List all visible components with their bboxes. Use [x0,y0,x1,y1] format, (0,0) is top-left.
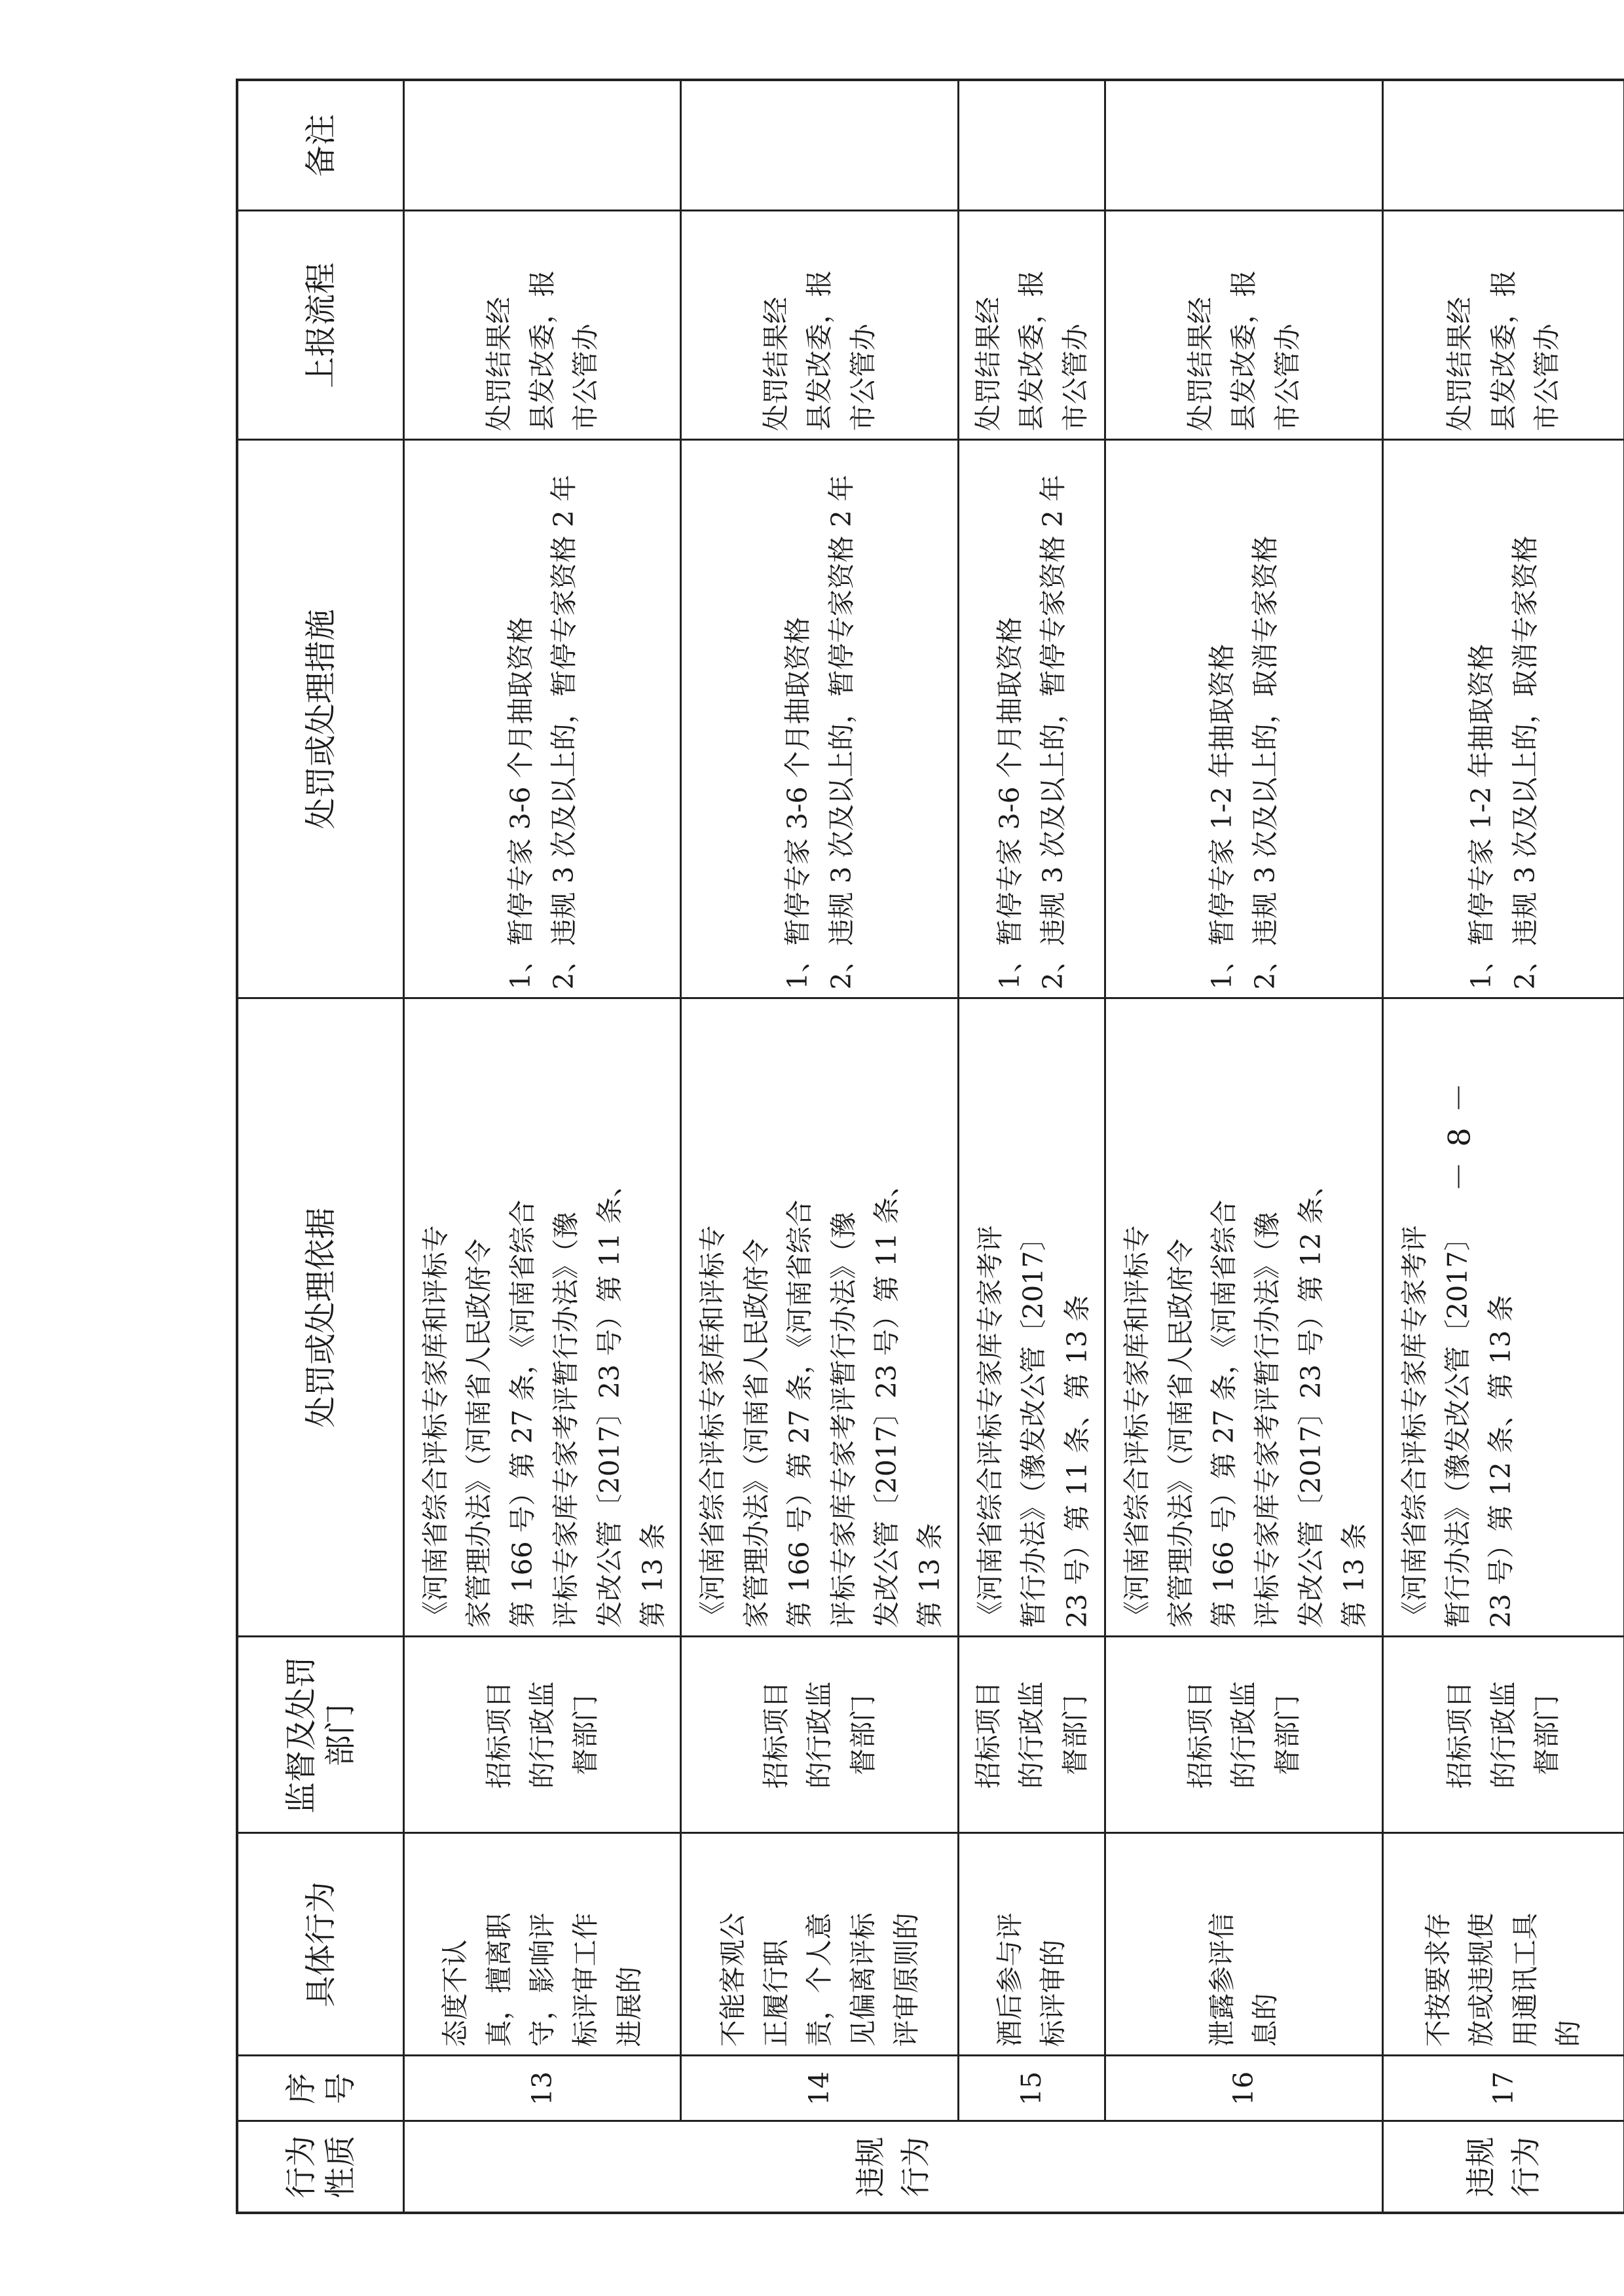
behavior-line: 息的 [1249,1993,1282,2047]
basis-line: 家管理办法》（河南省人民政府令 [463,1239,495,1628]
behavior-cell [1382,1833,1624,2056]
row-number: 14 [681,2056,958,2121]
report-line: 县发改委，报 [526,270,559,431]
report-cell [681,211,958,440]
behavior-line: 不能客观公 [716,1912,748,2047]
department-line: 督部门 [570,1694,602,1776]
report-cell [1105,211,1382,440]
basis-line: 《河南省综合评标专家库和评标专 [1121,1225,1153,1628]
behavior-line: 泄露参评信 [1206,1912,1238,2047]
measures-cell [681,440,958,998]
basis-cell [1105,998,1382,1637]
measure-line: 1、暂停专家 3-6 个月抽取资格 [504,617,536,990]
department-cell [1105,1637,1382,1833]
behavior-line: 态度不认 [439,1939,471,2047]
table-body [404,80,1624,2213]
basis-line: 《河南省综合评标专家库专家考评 [1398,1225,1430,1628]
report-line: 市公管办 [847,323,879,431]
basis-line: 第 166 号）第 27 条，《河南省综合 [506,1199,538,1628]
remark-cell [681,80,958,211]
behavior-line: 酒后参与评 [994,1912,1026,2047]
measure-line: 2、违规 3 次及以上的，暂停专家资格 2 年 [1037,475,1069,990]
table-row [958,80,1105,2213]
measures-cell [404,440,681,998]
measure-line: 2、违规 3 次及以上的，暂停专家资格 2 年 [825,475,857,990]
nature-text: 违规行为 [1462,2136,1543,2197]
basis-line: 评标专家库专家考评暂行办法》（豫 [1251,1212,1283,1628]
row-number: 13 [404,2056,681,2121]
basis-line: 发改公管〔2017〕23 号）第 11 条、 [593,1170,625,1628]
nature-text: 违规行为 [852,2136,933,2197]
department-line: 的行政监 [1228,1681,1260,1789]
measure-line: 1、暂停专家 3-6 个月抽取资格 [782,617,814,990]
department-line: 督部门 [1530,1694,1562,1776]
report-line: 县发改委，报 [1487,270,1519,431]
report-line: 处罚结果经 [483,297,515,431]
nature-cell [1382,2121,1624,2213]
header-behavior: 具体行为 [237,1833,404,2056]
behavior-line: 放或违规使 [1466,1912,1498,2047]
table-row [1382,80,1624,2213]
table-row [404,80,681,2213]
table-row [681,80,958,2213]
behavior-line: 评审原则的 [891,1912,923,2047]
basis-line: 家管理办法》（河南省人民政府令 [1164,1239,1196,1628]
basis-line: 《河南省综合评标专家库和评标专 [420,1225,451,1628]
department-line: 督部门 [1059,1694,1091,1776]
basis-cell [404,998,681,1637]
report-line: 市公管办 [570,323,602,431]
behavior-cell [681,1833,958,2056]
department-cell [681,1637,958,1833]
report-cell [1382,211,1624,440]
behavior-line: 标评审工作 [570,1912,602,2047]
penalty-table [236,79,1624,2214]
department-cell [958,1637,1105,1833]
behavior-line: 责，个人意 [803,1912,836,2047]
report-line: 市公管办 [1530,323,1562,431]
remark-cell [958,80,1105,211]
basis-line: 发改公管〔2017〕23 号）第 11 条、 [871,1170,903,1628]
department-line: 的行政监 [803,1681,836,1789]
rotated-table-container [236,81,1585,2214]
basis-line: 第 13 条 [637,1523,669,1628]
basis-line: 《河南省综合评标专家库和评标专 [697,1225,729,1628]
remark-cell [404,80,681,211]
behavior-line: 的 [1553,2020,1585,2047]
basis-cell [958,998,1105,1637]
basis-line: 23 号）第 11 条、第 13 条 [1061,1294,1093,1628]
basis-line: 第 166 号）第 27 条，《河南省综合 [784,1199,816,1628]
behavior-line: 正履行职 [760,1939,792,2047]
row-number: 17 [1382,2056,1624,2121]
report-line: 处罚结果经 [1444,297,1476,431]
measure-line: 1、暂停专家 3-6 个月抽取资格 [994,617,1026,990]
remark-cell [1382,80,1624,211]
department-line: 的行政监 [1487,1681,1519,1789]
basis-line: 发改公管〔2017〕23 号）第 12 条、 [1295,1170,1327,1628]
measure-line: 2、违规 3 次及以上的，取消专家资格 [1249,536,1282,990]
table-row [1105,80,1382,2213]
department-cell [404,1637,681,1833]
basis-line: 23 号）第 12 条、第 13 条 [1485,1294,1517,1628]
report-line: 处罚结果经 [1184,297,1216,431]
header-department: 监督及处罚部门 [237,1637,404,1833]
basis-cell [1382,998,1624,1637]
table-header-row [237,80,404,2213]
basis-line: 暂行办法》（豫发改公管〔2017〕 [1018,1224,1050,1628]
behavior-line: 用通讯工具 [1509,1912,1541,2047]
header-report: 上报流程 [237,211,404,440]
measures-cell [958,440,1105,998]
header-measures: 处罚或处理措施 [237,440,404,998]
row-number: 16 [1105,2056,1382,2121]
department-line: 的行政监 [526,1681,559,1789]
basis-line: 评标专家库专家考评暂行办法》（豫 [550,1212,582,1628]
basis-line: 第 13 条 [914,1523,946,1628]
behavior-line: 进展的 [613,1966,645,2047]
behavior-cell [1105,1833,1382,2056]
report-line: 市公管办 [1271,323,1303,431]
measure-line: 1、暂停专家 1-2 年抽取资格 [1466,644,1498,990]
measure-line: 2、违规 3 次及以上的，取消专家资格 [1509,536,1541,990]
behavior-cell [958,1833,1105,2056]
page-number-text: － 8 － [1441,1080,1477,1192]
behavior-line: 不按要求存 [1422,1912,1454,2047]
basis-line: 《河南省综合评标专家库专家考评 [974,1225,1006,1628]
row-number: 15 [958,2056,1105,2121]
department-cell [1382,1637,1624,1833]
department-line: 招标项目 [972,1681,1004,1789]
basis-line: 第 166 号）第 27 条，《河南省综合 [1208,1199,1240,1628]
header-nature: 行为性质 [237,2121,404,2213]
department-line: 督部门 [847,1694,879,1776]
report-line: 县发改委，报 [1228,270,1260,431]
report-line: 处罚结果经 [972,297,1004,431]
behavior-line: 见偏离评标 [847,1912,879,2047]
header-basis: 处罚或处理依据 [237,998,404,1637]
department-line: 招标项目 [760,1681,792,1789]
basis-line: 评标专家库专家考评暂行办法》（豫 [827,1212,859,1628]
department-line: 招标项目 [1444,1681,1476,1789]
measures-cell [1105,440,1382,998]
report-line: 处罚结果经 [760,297,792,431]
header-number: 序号 [237,2056,404,2121]
department-line: 招标项目 [1184,1681,1216,1789]
measures-cell [1382,440,1624,998]
behavior-line: 守，影响评 [526,1912,559,2047]
department-line: 督部门 [1271,1694,1303,1776]
basis-cell [681,998,958,1637]
measure-line: 1、暂停专家 1-2 年抽取资格 [1206,644,1238,990]
basis-line: 第 13 条 [1338,1523,1371,1628]
report-cell [958,211,1105,440]
department-line: 招标项目 [483,1681,515,1789]
measure-line: 2、违规 3 次及以上的，暂停专家资格 2 年 [548,475,580,990]
report-cell [404,211,681,440]
behavior-cell [404,1833,681,2056]
header-remark: 备注 [237,80,404,211]
nature-cell [404,2121,1383,2213]
remark-cell [1105,80,1382,211]
basis-line: 家管理办法》（河南省人民政府令 [740,1239,772,1628]
department-line: 的行政监 [1016,1681,1048,1789]
report-line: 县发改委，报 [1016,270,1048,431]
report-line: 县发改委，报 [803,270,836,431]
basis-line: 暂行办法》（豫发改公管〔2017〕 [1441,1224,1473,1628]
behavior-line: 标评审的 [1037,1939,1069,2047]
report-line: 市公管办 [1059,323,1091,431]
behavior-line: 真，擅离职 [483,1912,515,2047]
